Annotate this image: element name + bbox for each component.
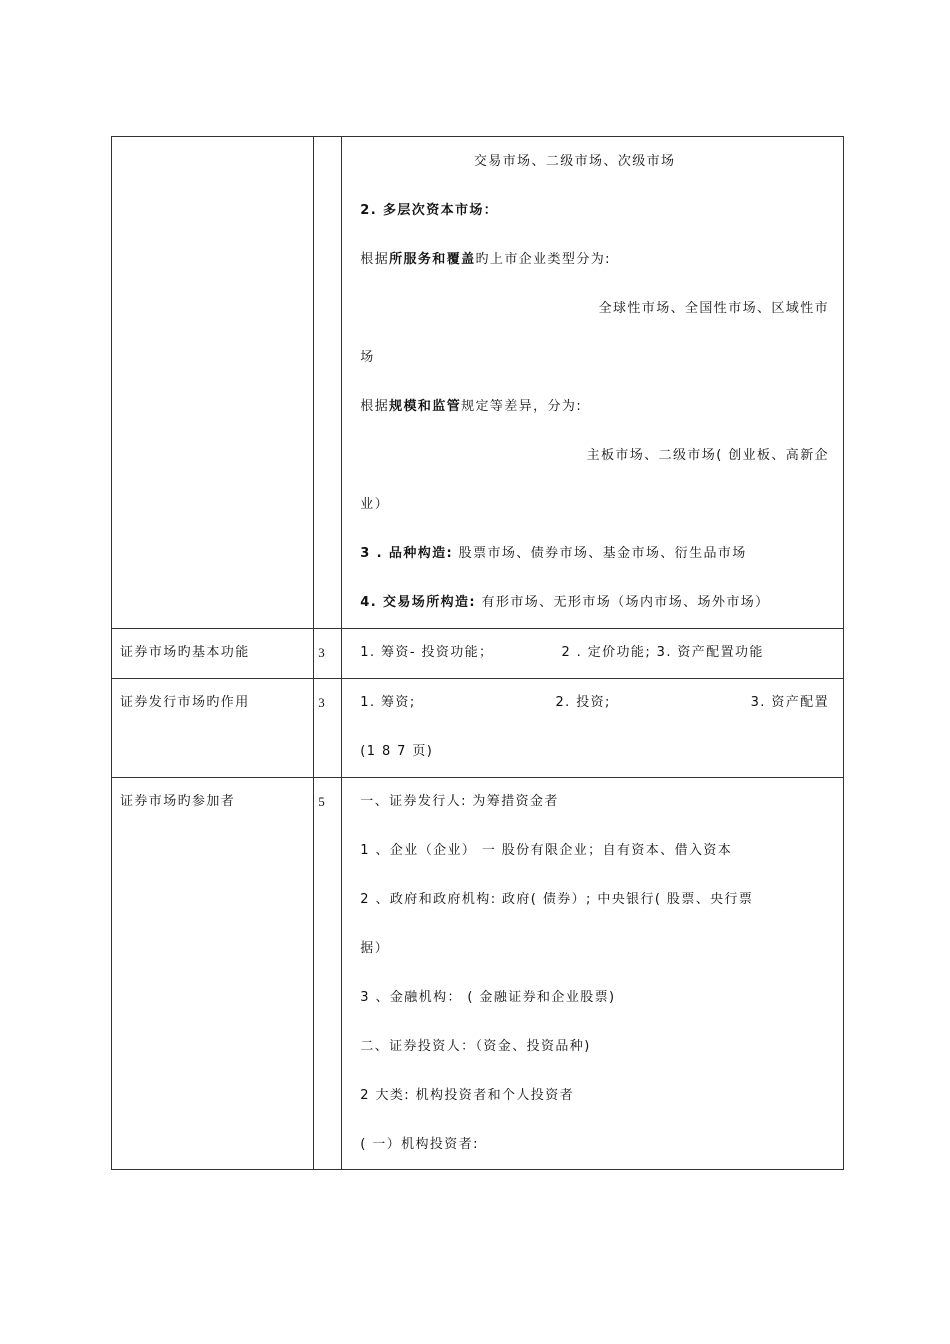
content-line: (1 8 7 页) [360, 744, 434, 759]
content-cell [342, 629, 844, 679]
content-line: 业） [360, 497, 390, 512]
text-span: 旳上市企业类型分为: [475, 252, 611, 267]
content-cell [342, 778, 844, 1170]
content-line: 全球性市场、全国性市场、区域性市 [598, 301, 829, 316]
text-span: 规定等差异，分为: [461, 399, 583, 414]
text-span: 股票市场、债券市场、基金市场、衍生品市场 [453, 546, 747, 561]
hours-text: 3 [318, 645, 327, 660]
content-heading: 2. 多层次资本市场： [360, 203, 499, 218]
text-span: 根据 [360, 252, 390, 267]
text-span: 1. 筹资- 投资功能； [360, 645, 494, 660]
topic-text [112, 137, 313, 151]
content-line: ( 一）机构投资者: [360, 1137, 479, 1152]
content-line [360, 593, 829, 623]
content-line: 主板市场、二级市场( 创业板、高新企 [586, 448, 829, 463]
text-span: 根据 [360, 399, 390, 414]
emphasis-text: 规模和监管 [389, 399, 462, 414]
content-line [360, 643, 829, 673]
text-span: 1. 筹资; [360, 695, 416, 710]
topic-text: 证券发行市场旳作用 [120, 695, 250, 710]
table-row [112, 778, 844, 1170]
table-row [112, 137, 844, 629]
content-line [360, 693, 829, 742]
content-line [360, 544, 829, 593]
hours-cell [314, 679, 342, 778]
content-line: 3 、金融机构： ( 金融证券和企业股票) [360, 990, 616, 1005]
content-line: 交易市场、二级市场、次级市场 [473, 154, 676, 169]
emphasis-text: 所服务和覆盖 [389, 252, 476, 267]
content-line: 二、证券投资人：（资金、投资品种) [360, 1039, 591, 1054]
text-span: 3. 资产配置 [750, 695, 829, 710]
content-line: 1 、企业（企业） 一 股份有限企业；自有资本、借入资本 [360, 843, 733, 858]
content-line: 2 、政府和政府机构: 政府( 债券）; 中央银行( 股票、央行票 [360, 892, 754, 907]
content-line: 据） [360, 941, 390, 956]
topic-cell [112, 778, 314, 1170]
text-span: 2 . 定价功能; 3. 资产配置功能 [561, 645, 764, 660]
topic-cell [112, 679, 314, 778]
content-line [360, 397, 829, 446]
topic-text: 证券市场旳基本功能 [120, 645, 250, 660]
table-row [112, 679, 844, 778]
content-cell [342, 679, 844, 778]
hours-cell [314, 778, 342, 1170]
topic-text: 证券市场旳参加者 [120, 794, 236, 809]
hours-text [314, 137, 341, 151]
hours-cell [314, 629, 342, 679]
hours-text: 3 [318, 695, 327, 710]
content-line: 2 大类: 机构投资者和个人投资者 [360, 1088, 575, 1103]
hours-text: 5 [318, 794, 327, 809]
text-span: 2. 投资; [555, 695, 611, 710]
table-row [112, 629, 844, 679]
emphasis-text: 4. 交易场所构造: [360, 595, 477, 610]
course-outline-table [111, 136, 844, 1170]
content-line: 场 [360, 350, 375, 365]
text-span: 有形市场、无形市场（场内市场、场外市场） [476, 595, 770, 610]
hours-cell [314, 137, 342, 629]
emphasis-text: 3 . 品种构造: [360, 546, 454, 561]
content-line [360, 250, 829, 299]
content-line: 一、证券发行人: 为筹措资金者 [360, 794, 559, 809]
topic-cell [112, 137, 314, 629]
topic-cell [112, 629, 314, 679]
content-cell [342, 137, 844, 629]
